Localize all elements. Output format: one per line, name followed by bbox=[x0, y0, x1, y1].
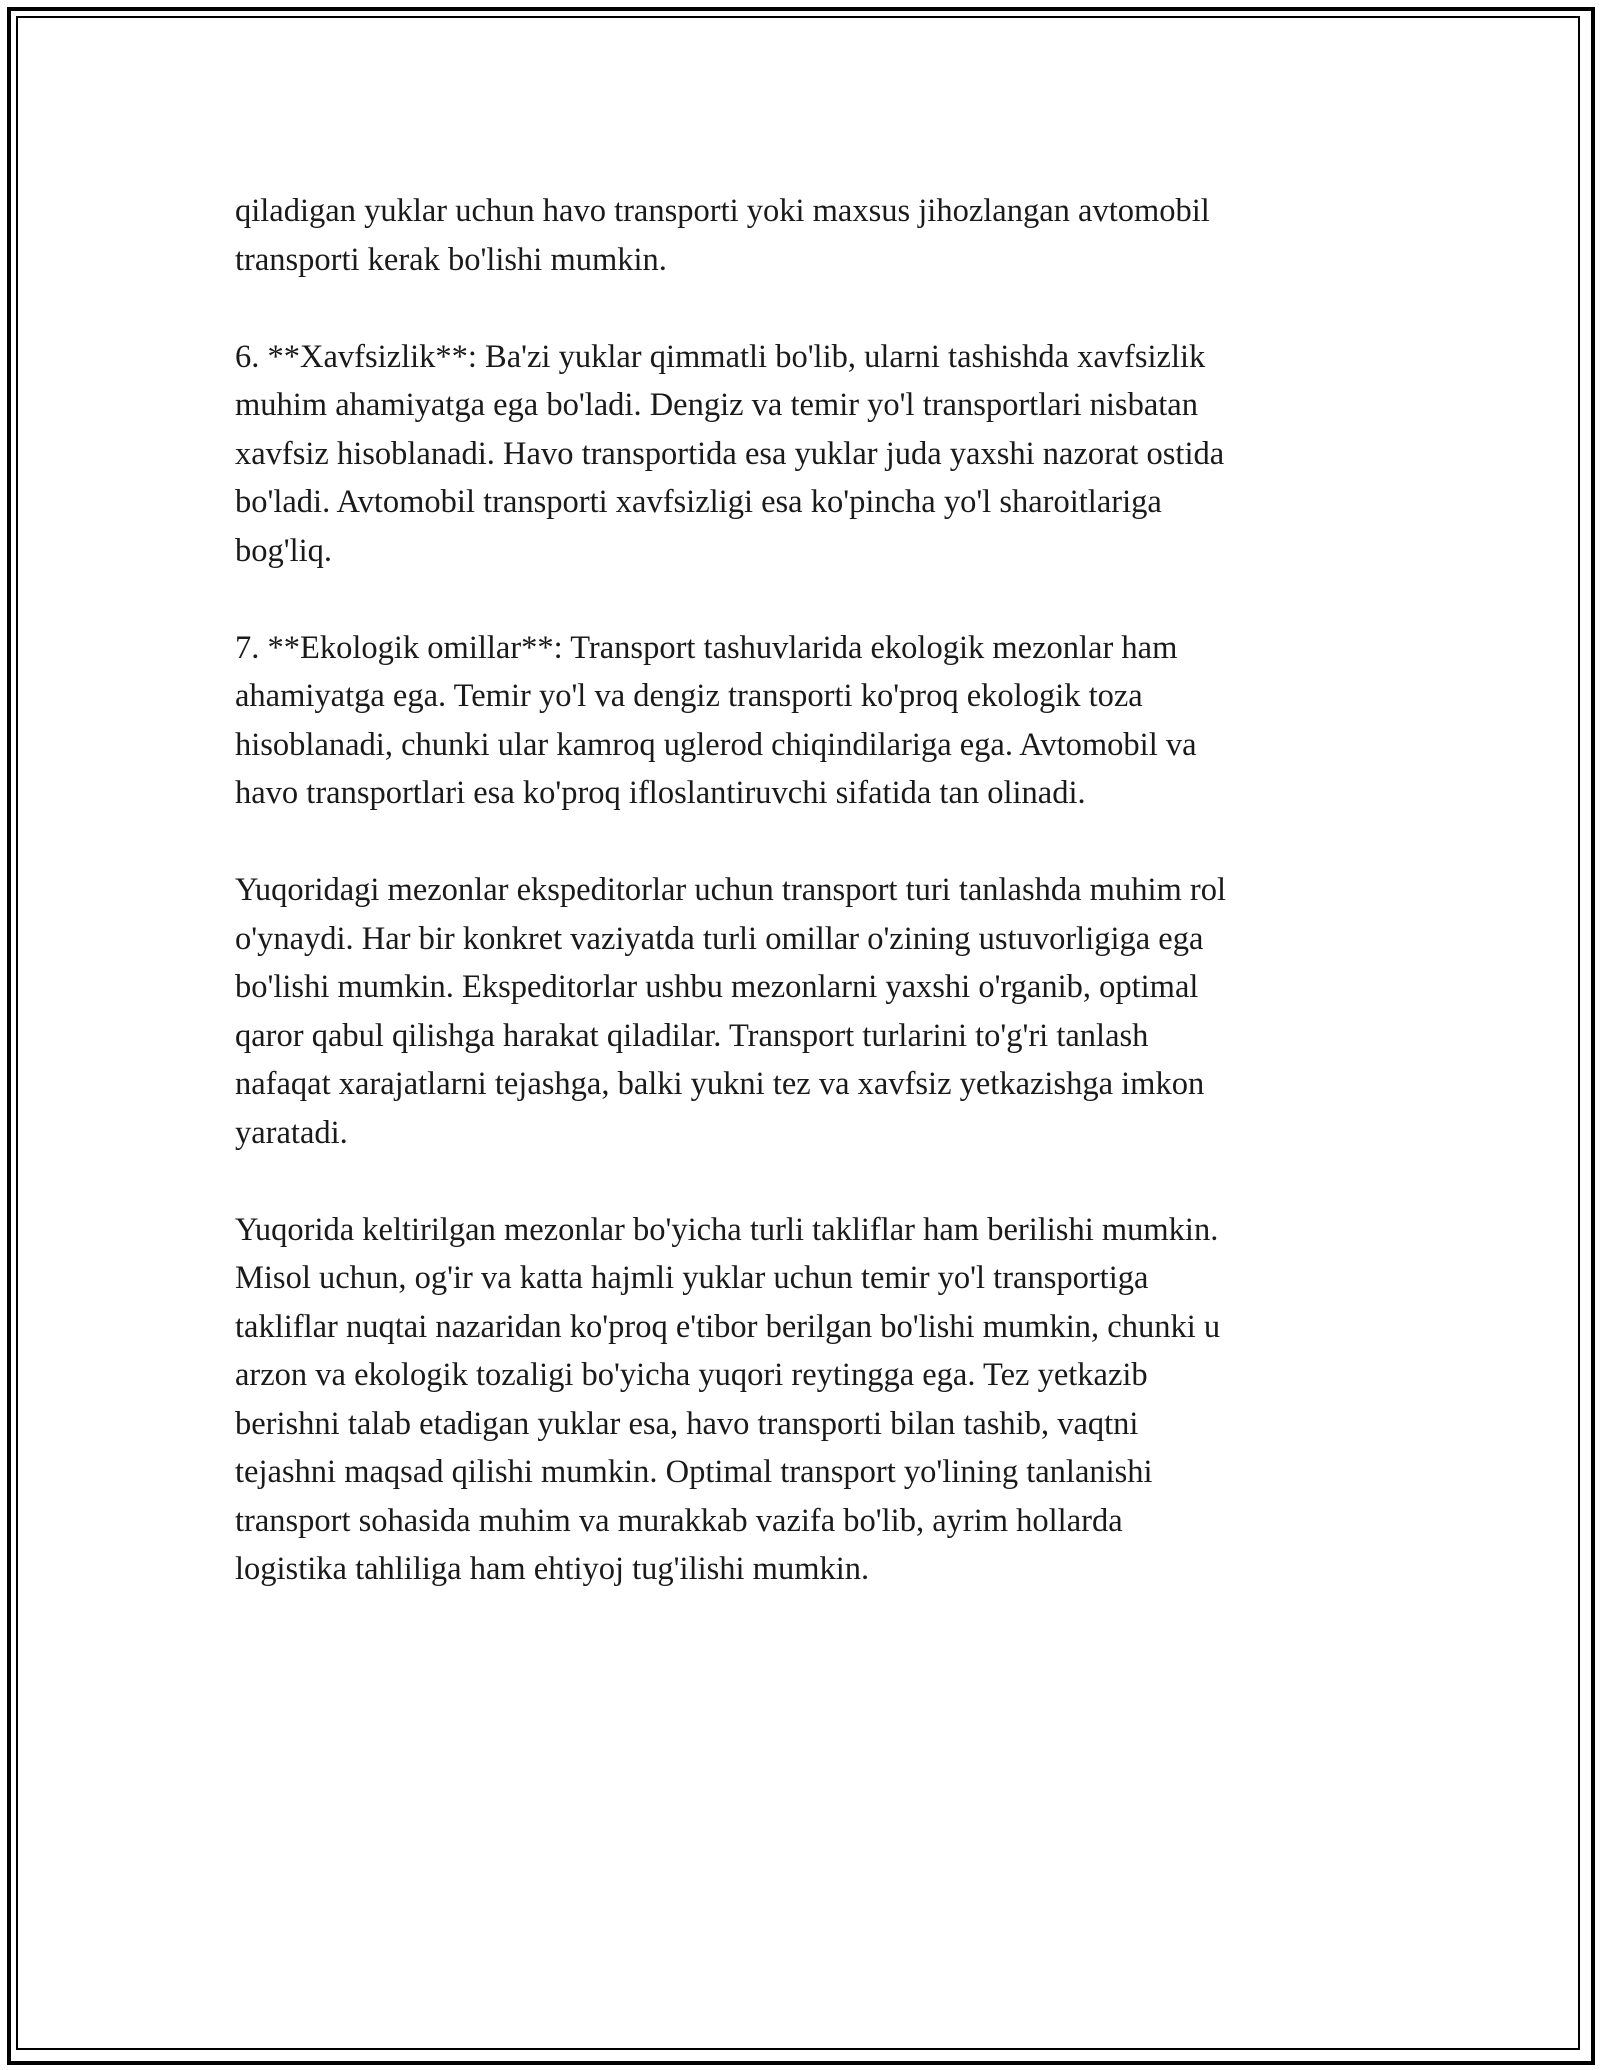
text-line: transport sohasida muhim va murakkab vazifa bo'lib, ayrim hollarda bbox=[235, 1502, 1123, 1539]
text-line: tejashni maqsad qilishi mumkin. Optimal transport yo'lining tanlanishi bbox=[235, 1454, 1153, 1490]
text-line: logistika tahliliga ham ehtiyoj tug'ilishi mumkin. bbox=[235, 1551, 870, 1587]
text-line: havo transportlari esa ko'proq ifloslantiruvchi sifatida tan olinadi. bbox=[235, 775, 1086, 811]
paragraph-proposals bbox=[235, 1206, 1365, 1594]
text-line: Yuqorida keltirilgan mezonlar bo'yicha turli takliflar ham berilishi mumkin. bbox=[235, 1211, 1219, 1248]
text-line: arzon va ekologik tozaligi bo'yicha yuqori reytingga ega. Tez yetkazib bbox=[235, 1357, 1148, 1393]
text-line: ahamiyatga ega. Temir yo'l va dengiz transporti ko'proq ekologik toza bbox=[235, 678, 1143, 714]
text-line: nafaqat xarajatlarni tejashga, balki yukni tez va xavfsiz yetkazishga imkon bbox=[235, 1066, 1205, 1102]
paragraph-ecology bbox=[235, 624, 1365, 818]
paragraph-security bbox=[235, 333, 1365, 576]
text-line: qiladigan yuklar uchun havo transporti yoki maxsus jihozlangan avtomobil bbox=[235, 193, 1210, 229]
text-line: qaror qabul qilishga harakat qiladilar. Transport turlarini to'g'ri tanlash bbox=[235, 1017, 1149, 1054]
text-line: yaratadi. bbox=[235, 1114, 348, 1151]
text-line: 6. **Xavfsizlik**: Ba'zi yuklar qimmatli bo'lib, ularni tashishda xavfsizlik bbox=[235, 338, 1206, 375]
text-line: muhim ahamiyatga ega bo'ladi. Dengiz va temir yo'l transportlari nisbatan bbox=[235, 387, 1198, 423]
text-line: Yuqoridagi mezonlar ekspeditorlar uchun transport turi tanlashda muhim rol bbox=[235, 872, 1226, 908]
text-line: berishni talab etadigan yuklar esa, havo transporti bilan tashib, vaqtni bbox=[235, 1405, 1139, 1442]
text-line: Misol uchun, og'ir va katta hajmli yuklar uchun temir yo'l transportiga bbox=[235, 1260, 1149, 1296]
paragraph-continuation bbox=[235, 187, 1365, 284]
paragraph-criteria-summary bbox=[235, 866, 1365, 1157]
text-line: takliflar nuqtai nazaridan ko'proq e'tibor berilgan bo'lishi mumkin, chunki u bbox=[235, 1308, 1221, 1345]
text-line: 7. **Ekologik omillar**: Transport tashuvlarida ekologik mezonlar ham bbox=[235, 629, 1178, 666]
document-body bbox=[235, 187, 1365, 1594]
text-line: bo'lishi mumkin. Ekspeditorlar ushbu mezonlarni yaxshi o'rganib, optimal bbox=[235, 969, 1199, 1005]
text-line: bo'ladi. Avtomobil transporti xavfsizligi esa ko'pincha yo'l sharoitlariga bbox=[235, 484, 1162, 520]
text-line: bog'liq. bbox=[235, 532, 333, 569]
text-line: transporti kerak bo'lishi mumkin. bbox=[235, 241, 667, 278]
text-line: hisoblanadi, chunki ular kamroq uglerod chiqindilariga ega. Avtomobil va bbox=[235, 726, 1197, 763]
text-line: xavfsiz hisoblanadi. Havo transportida esa yuklar juda yaxshi nazorat ostida bbox=[235, 435, 1225, 472]
text-line: o'ynaydi. Har bir konkret vaziyatda turli omillar o'zining ustuvorligiga ega bbox=[235, 920, 1204, 957]
